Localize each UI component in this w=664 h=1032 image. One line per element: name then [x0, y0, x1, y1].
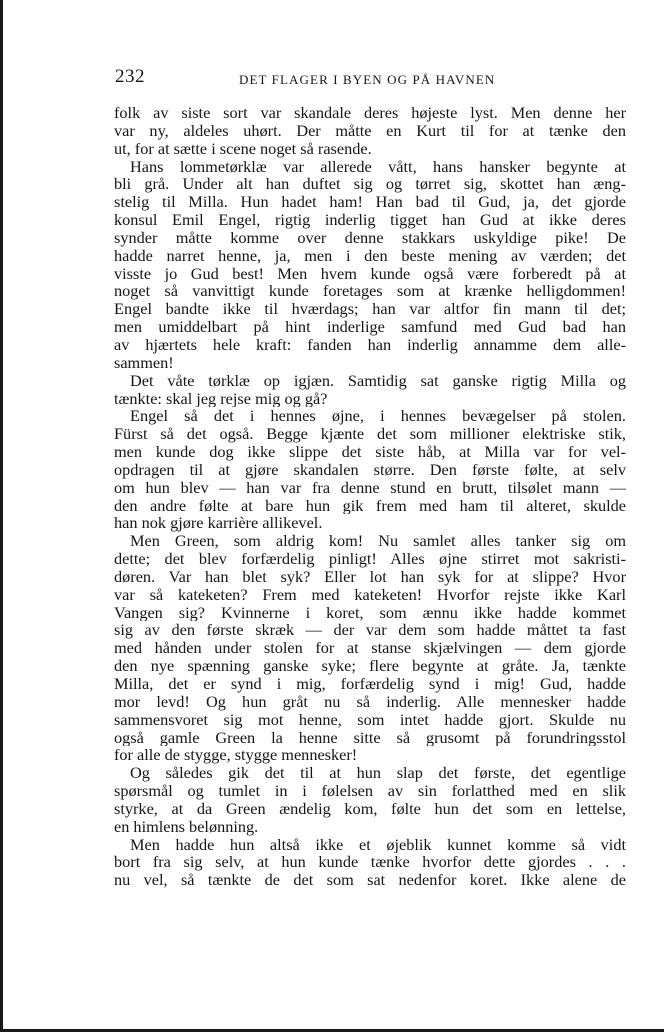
text-line: Men hadde hun altså ikke et øjeblik kunnet komme så vidt — [130, 835, 626, 854]
text-line: men umiddelbart på hint inderlige samfund med Gud bad han — [114, 318, 626, 336]
text-line: den nye spænning ganske syke; flere begynte at gråte. Ja, tænkte — [114, 657, 626, 675]
text-line: bort fra sig selv, at hun kunde tænke hvorfor dette gjordes . . . — [114, 853, 626, 872]
text-line: noget så vanvittigt kunde foretages som at krænke helligdommen! — [114, 282, 626, 301]
text-line: men kunde dog ikke slippe det siste håb, at Milla var for vel- — [114, 443, 626, 461]
text-line: spørsmål og tumlet in i følelsen av sin forlatthed med en slik — [114, 782, 626, 800]
page-number: 232 — [115, 66, 145, 87]
text-line: konsul Emil Engel, rigtig inderlig tigget han Gud at ikke deres — [114, 211, 626, 229]
text-line: han nok gjøre karrière allikevel. — [114, 514, 323, 533]
text-line: stelig til Milla. Hun hadet ham! Han bad til Gud, ja, det gjorde — [114, 193, 626, 212]
text-line: Men Green, som aldrig kom! Nu samlet alles tanker sig om — [130, 532, 626, 551]
text-line: dette; det blev forfærdelig pinligt! Alles øjne stirret mot sakristi- — [114, 550, 626, 568]
body-text — [114, 104, 626, 889]
text-line: bli grå. Under alt han duftet sig og tørret sig, skottet han æng- — [114, 175, 626, 194]
text-line: styrke, at da Green ændelig kom, følte hun det som en lettelse, — [114, 799, 626, 818]
text-line: med hånden under stolen for at stanse skjælvingen — dem gjorde — [114, 639, 626, 658]
text-line: sig av den første skræk — der var dem som hadde måttet ta fast — [114, 621, 626, 640]
text-line: mor levd! Og hun gråt nu så inderlig. Alle mennesker hadde — [114, 692, 626, 711]
text-line: nu vel, så tænkte de det som sat nedenfor koret. Ikke alene de — [114, 871, 626, 890]
text-line: Hans lommetørklæ var allerede vått, hans hansker begynte at — [130, 157, 626, 176]
text-line: tænkte: skal jeg rejse mig og gå? — [114, 389, 328, 408]
text-line: Fürst så det også. Begge kjænte det som millioner elektriske stik, — [114, 425, 626, 444]
text-line: Og således gik det til at hun slap det første, det egentlige — [130, 764, 626, 783]
running-head: DET FLAGER I BYEN OG PÅ HAVNEN — [239, 72, 496, 87]
text-line: var så kateketen? Frem med kateketen! Hvorfor rejste ikke Karl — [114, 585, 626, 604]
text-line: synder måtte komme over denne stakkars uskyldige pike! De — [114, 228, 626, 247]
text-line: Vangen sig? Kvinnerne i koret, som ænnu ikke hadde kommet — [114, 603, 626, 622]
text-line: folk av siste sort var skandale deres højeste lyst. Men denne her — [114, 104, 626, 122]
text-line: den andre følte at bare hun gik frem med ham til alteret, skulde — [114, 496, 626, 515]
text-line: Det våte tørklæ op igjæn. Samtidig sat ganske rigtig Milla og — [130, 371, 626, 390]
text-line: Milla, det er synd i mig, forfærdelig synd i mig! Gud, hadde — [114, 675, 626, 693]
text-line: sammen! — [114, 353, 174, 372]
text-line: om hun blev — han var fra denne stund en brutt, tilsølet mann — — [114, 478, 626, 497]
text-line: også gamle Green la henne sitte så grusomt på forundringsstol — [114, 728, 626, 747]
text-line: hadde narret henne, ja, men i den beste mening av værden; det — [114, 246, 626, 265]
page-header — [115, 66, 625, 92]
text-line: var ny, aldeles uhørt. Der måtte en Kurt til for at tænke den — [114, 121, 626, 140]
text-line: Engel bandte ikke til hværdags; han var altfor fin mann til det; — [114, 300, 626, 319]
text-line: døren. Var han blet syk? Eller lot han syk for at slippe? Hvor — [114, 567, 626, 586]
text-line: for alle de stygge, stygge mennesker! — [114, 746, 358, 765]
text-line: sammensvoret sig mot henne, som intet hadde gjort. Skulde nu — [114, 710, 626, 729]
text-line: Engel så det i hennes øjne, i hennes bevægelser på stolen. — [130, 407, 626, 426]
text-line: ut, for at sætte i scene noget så rasende. — [114, 139, 372, 158]
text-line: av hjærtets hele kraft: fanden han inderlig annamme dem alle- — [114, 335, 626, 354]
text-line: opdragen til at gjøre skandalen større. Den første følte, at selv — [114, 460, 626, 479]
text-line: visste jo Gud best! Men hvem kunde også være forberedt på at — [114, 264, 626, 283]
text-line: en himlens belønning. — [114, 817, 259, 836]
